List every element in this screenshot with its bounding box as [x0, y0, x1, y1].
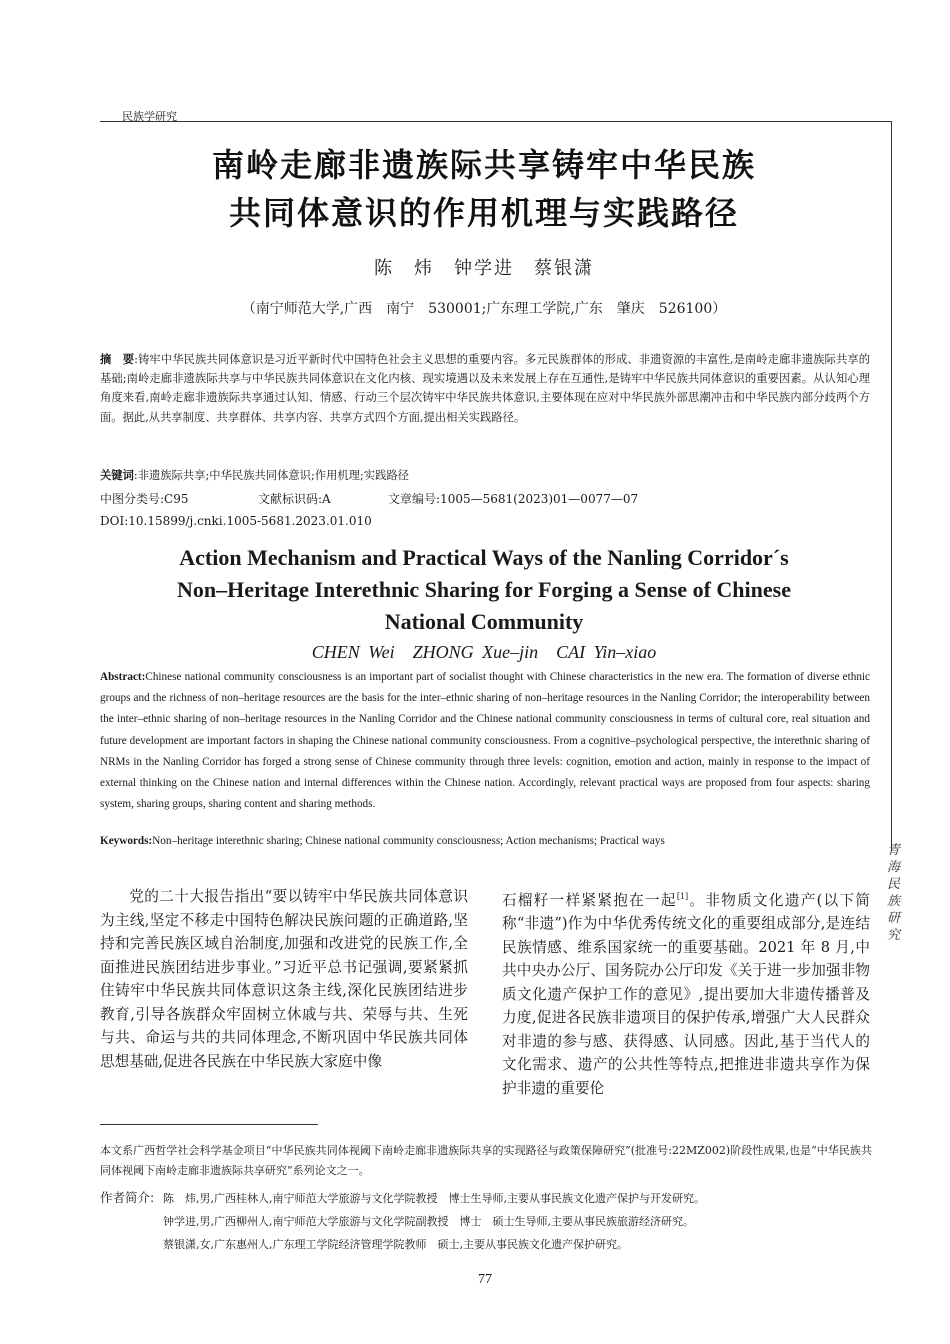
author-bio-2: 钟学进,男,广西柳州人,南宁师范大学旅游与文化学院副教授 博士 硕士生导师,主要从事民族旅游经济研究。 — [163, 1215, 694, 1228]
abstract-zh — [100, 350, 870, 427]
abstract-zh-label: 摘 要 — [100, 353, 135, 366]
keywords-zh-text: :非遗族际共享;中华民族共同体意识;作用机理;实践路径 — [133, 469, 409, 482]
author-bio-1: 陈 炜,男,广西桂林人,南宁师范大学旅游与文化学院教授 博士生导师,主要从事民族文化遗产保护与开发研究。 — [163, 1192, 705, 1205]
doc-code-line — [258, 490, 331, 507]
article-number-value: :1005—5681(2023)01—0077—07 — [436, 492, 639, 506]
article-number-label: 文章编号 — [388, 492, 437, 506]
title-en-line3: National Community — [384, 609, 584, 634]
header-rule — [100, 121, 891, 122]
keywords-zh — [100, 466, 870, 485]
keywords-zh-label: 关键词 — [100, 469, 134, 482]
abstract-en — [100, 667, 870, 815]
section-label: 民族学研究 — [122, 110, 177, 123]
body-column-right — [502, 885, 870, 1100]
keywords-en-label: Keywords: — [100, 835, 153, 847]
authors-en: CHEN Wei ZHONG Xue–jin CAI Yin–xiao — [311, 642, 657, 662]
footnote-rule — [100, 1124, 318, 1125]
abstract-en-text: Chinese national community consciousness is an important part of socialist thought with Chinese characteristics in the new era. The formation of diverse ethnic groups and the richness of non–heritage resources are the basis for the inter–ethnic sharing of non–heritage resources in the Nanling Corridor; the interoperability between the inter–ethnic sharing of non–heritage resources in the Nanling Corridor and the Chinese national community consciousness in terms of cultural core, real situation and future development are important factors in shaping the Chinese national community consciousness. From a cognitive–psychological perspective, the interethnic sharing of NRMs in the Nanling Corridor has forged a strong sense of Chinese community through three levels: cognition, emotion and action, mainly in response to the impact of external thinking on the Chinese nation and internal differences within the Chinese nation. Accordingly, relevant practical ways are proposed from four aspects: sharing system, sharing groups, sharing content and sharing methods. — [100, 671, 870, 811]
doc-code-label: 文献标识码 — [258, 492, 319, 506]
body-column-left: 党的二十大报告指出“要以铸牢中华民族共同体意识为主线,坚定不移走中国特色解决民族问题的正确道路,坚持和完善民族区域自治制度,加强和改进党的民族工作,全面推进民族团结进步事业。”习近平总书记强调,要紧紧抓住铸牢中华民族共同体意识这条主线,深化民族团结进步教育,引导各族群众牢固树立休戚与共、荣辱与共、生死与共、命运与共的共同体理念,不断巩固中华民族共同体思想基础,促进各民族在中华民族大家庭中像 — [100, 888, 468, 1070]
citation-ref-1[interactable]: [1] — [676, 892, 689, 901]
page-number: 77 — [478, 1272, 492, 1287]
doi: DOI:10.15899/j.cnki.1005-5681.2023.01.010 — [100, 514, 372, 528]
authors-zh: 陈 炜 钟学进 蔡银潇 — [374, 258, 594, 279]
fund-note: 本文系广西哲学社会科学基金项目“中华民族共同体视阈下南岭走廊非遗族际共享的实现路径与政策保障研究”(批准号:22MZ002)阶段性成果,也是“中华民族共同体视阈下南岭走廊非遗族际共享研究”系列论文之一。 — [100, 1144, 872, 1177]
author-bio-3: 蔡银潇,女,广东惠州人,广东理工学院经济管理学院教师 硕士,主要从事民族文化遗产保护研究。 — [163, 1238, 628, 1251]
body-right-rest: 。非物质文化遗产(以下简称“非遗”)作为中华优秀传统文化的重要组成部分,是连结民族情感、维系国家统一的重要基础。2021 年 8 月,中共中央办公厅、国务院办公厅印发《关于进一步加强非物质文化遗产保护工作的意见》,提出要加大非遗传播普及力度,促进各民族非遗项目的保护传承,增强广大人民群众对非遗的参与感、获得感、认同感。因此,基于当代人的文化需求、遗产的公共性等特点,把推进非遗共享作为保护非遗的重要伦 — [502, 891, 870, 1097]
affiliation-zh: （南宁师范大学,广西 南宁 530001;广东理工学院,广东 肇庆 526100） — [241, 301, 727, 317]
clc-value: :C95 — [160, 492, 189, 506]
side-rule — [891, 121, 892, 851]
journal-side-tag: 青海民族研究 — [887, 843, 901, 943]
title-zh-line1: 南岭走廊非遗族际共享铸牢中华民族 — [211, 146, 756, 184]
abstract-zh-text: :铸牢中华民族共同体意识是习近平新时代中国特色社会主义思想的重要内容。多元民族群体的形成、非遗资源的丰富性,是南岭走廊非遗族际共享的基础;南岭走廊非遗族际共享与中华民族共同体意识在文化内核、现实境遇以及未来发展上存在互通性,是铸牢中华民族共同体意识的重要因素。从认知心理角度来看,南岭走廊非遗族际共享通过认知、情感、行动三个层次铸牢中华民族共体意识,主要体现在应对中华民族外部思潮冲击和中华民族内部分歧两个方面。据此,从共享制度、共享群体、共享内容、共享方式四个方面,提出相关实践路径。 — [100, 353, 870, 424]
article-number-line — [388, 490, 638, 507]
title-zh-line2: 共同体意识的作用机理与实践路径 — [228, 194, 739, 232]
body-right-start: 石榴籽一样紧紧抱在一起 — [502, 891, 677, 909]
abstract-en-label: Abstract: — [100, 671, 146, 683]
title-en-line1: Action Mechanism and Practical Ways of the Nanling Corridor´s — [179, 545, 789, 570]
bio-label: 作者简介: — [100, 1190, 155, 1205]
clc-line — [100, 490, 189, 507]
keywords-en-text: Non–heritage interethnic sharing; Chinese national community consciousness; Action mechanisms; Practical ways — [152, 835, 665, 847]
clc-label: 中图分类号 — [100, 492, 161, 506]
keywords-en — [100, 835, 870, 847]
doc-code-value: :A — [318, 492, 331, 506]
title-en-line2: Non–Heritage Interethnic Sharing for Forging a Sense of Chinese — [177, 577, 791, 602]
